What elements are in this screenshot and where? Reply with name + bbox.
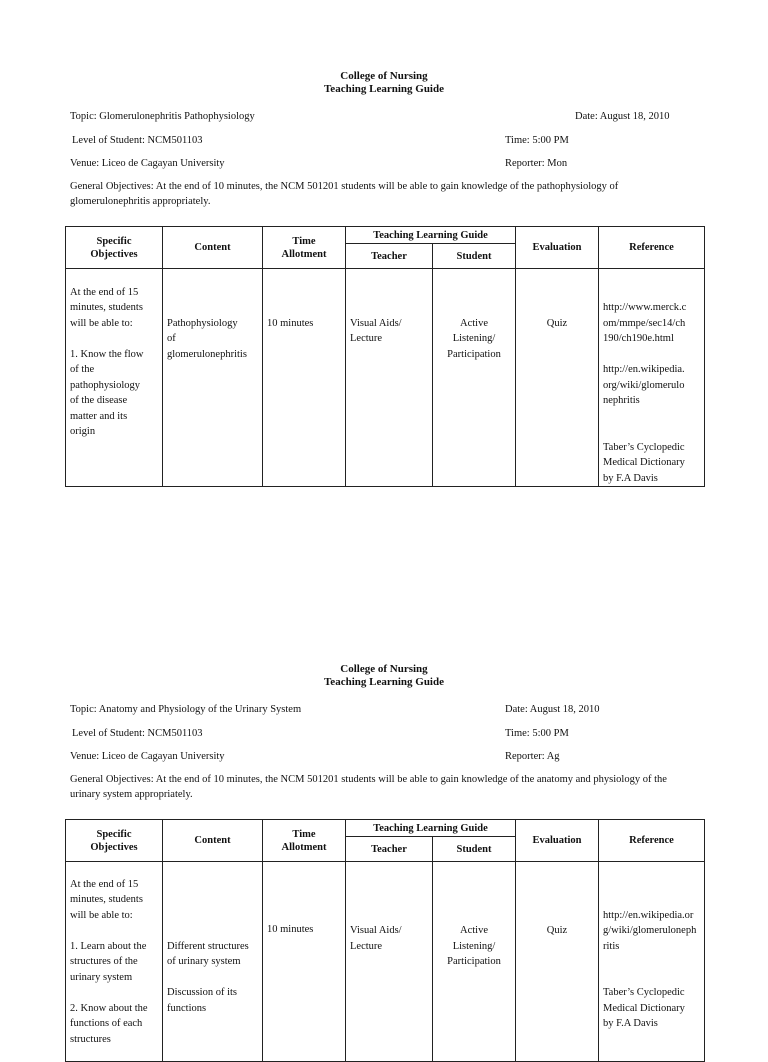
teaching-learning-table (65, 226, 705, 487)
teacher-header: Teacher (346, 837, 433, 862)
teacher-cell: Visual Aids/ Lecture (346, 269, 433, 487)
reporter-text: Reporter: Ag (505, 751, 560, 762)
time-cell: 10 minutes (263, 862, 346, 1062)
time-cell: 10 minutes (263, 269, 346, 487)
evaluation-header: Evaluation (516, 227, 599, 269)
date-text: Date: August 18, 2010 (505, 704, 600, 715)
student-cell: Active Listening/ Participation (433, 862, 516, 1062)
content-cell: Different structures of urinary system Discussion of its functions (163, 862, 263, 1062)
student-header: Student (433, 244, 516, 269)
reference-cell: http://www.merck.c om/mmpe/sec14/ch 190/ch190e.html http://en.wikipedia. org/wiki/glomerulo nephritis Taber’s Cyclopedic Medical Dictionary by F.A Davis (599, 269, 705, 487)
general-objectives-line: General Objectives: At the end of 10 minutes, the NCM 501201 students will be able to gain knowledge of the pathophysiology of (70, 181, 619, 192)
topic-text: Topic: Anatomy and Physiology of the Urinary System (70, 704, 302, 715)
college-title: College of Nursing (340, 70, 428, 82)
level-text: Level of Student: NCM501103 (72, 135, 203, 146)
college-title: College of Nursing (340, 663, 428, 675)
date-text: Date: August 18, 2010 (575, 111, 670, 122)
specific-objectives-header: Specific Objectives (66, 820, 163, 862)
general-objectives (70, 773, 690, 802)
topic-text: Topic: Glomerulonephritis Pathophysiology (70, 111, 255, 122)
objectives-cell: At the end of 15 minutes, students will be able to: 1. Know the flow of the pathophysiology of the disease matter and its origin (66, 269, 163, 487)
objectives-cell: At the end of 15 minutes, students will be able to: 1. Learn about the structures of the urinary system 2. Know about the functions of each structures (66, 862, 163, 1062)
reference-cell: http://en.wikipedia.or g/wiki/glomeruloneph ritis Taber’s Cyclopedic Medical Dictionary by F.A Davis (599, 862, 705, 1062)
general-objectives-line: glomerulonephritis appropriately. (70, 195, 211, 207)
level-text: Level of Student: NCM501103 (72, 728, 203, 739)
guide-title: Teaching Learning Guide (323, 83, 444, 95)
evaluation-cell: Quiz (516, 862, 599, 1062)
student-cell: Active Listening/ Participation (433, 269, 516, 487)
general-objectives (70, 180, 690, 209)
general-objectives-line: urinary system appropriately. (70, 788, 193, 800)
venue-text: Venue: Liceo de Cagayan University (70, 751, 225, 762)
tlg-header: Teaching Learning Guide (346, 820, 516, 837)
time-text: Time: 5:00 PM (505, 728, 569, 739)
reference-header: Reference (599, 227, 705, 269)
venue-text: Venue: Liceo de Cagayan University (70, 158, 225, 169)
guide-title: Teaching Learning Guide (323, 676, 444, 688)
content-header: Content (163, 820, 263, 862)
time-allotment-header: Time Allotment (263, 820, 346, 862)
teaching-learning-table (65, 819, 705, 1062)
specific-objectives-header: Specific Objectives (66, 227, 163, 269)
content-cell: Pathophysiology of glomerulonephritis (163, 269, 263, 487)
student-header: Student (433, 837, 516, 862)
reference-header: Reference (599, 820, 705, 862)
time-allotment-header: Time Allotment (263, 227, 346, 269)
content-header: Content (163, 227, 263, 269)
reporter-text: Reporter: Mon (505, 158, 568, 169)
general-objectives-line: General Objectives: At the end of 10 minutes, the NCM 501201 students will be able to gain knowledge of the anatomy and physiology of the (70, 774, 667, 785)
tlg-header: Teaching Learning Guide (346, 227, 516, 244)
teacher-cell: Visual Aids/ Lecture (346, 862, 433, 1062)
time-text: Time: 5:00 PM (505, 135, 569, 146)
evaluation-cell: Quiz (516, 269, 599, 487)
teacher-header: Teacher (346, 244, 433, 269)
evaluation-header: Evaluation (516, 820, 599, 862)
